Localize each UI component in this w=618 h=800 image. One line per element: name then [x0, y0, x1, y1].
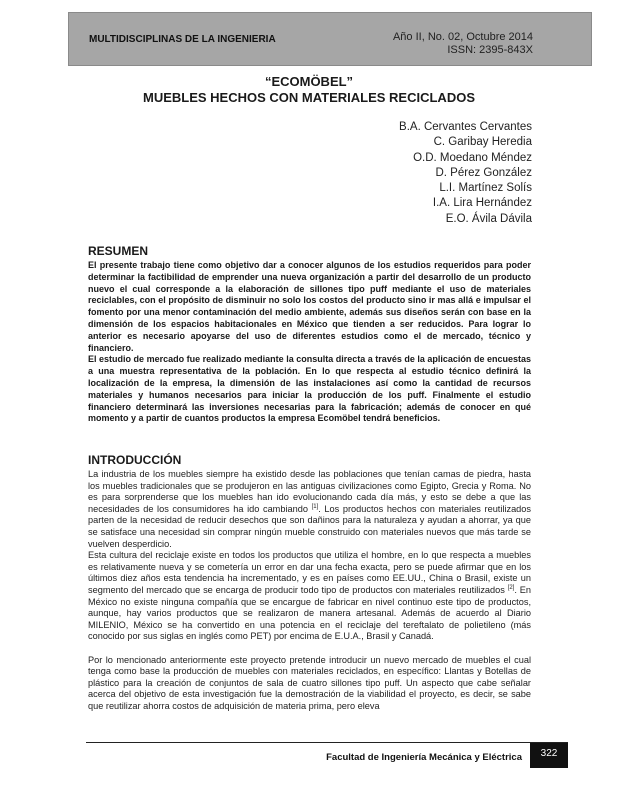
abstract-heading: RESUMEN: [88, 244, 149, 258]
title-brand: “ECOMÖBEL”: [264, 74, 354, 89]
paper-title: [0, 74, 618, 106]
paragraph-text: La industria de los muebles siempre ha existido desde las poblaciones que tenían camas de piedra, hasta los muebles tradicionales que se produjeron en las antiguas civilizaciones como Egipto, Grecia y Roma. No es para sorprenderse que los muebles han ido evolucionando cada día más, y esto se debe a que las necesidades de los consumidores ha ido cambiando: [88, 469, 531, 514]
author: E.O. Ávila Dávila: [445, 212, 532, 225]
author-list: [399, 120, 532, 227]
introduction-heading: INTRODUCCIÓN: [88, 453, 182, 467]
abstract-paragraph: El estudio de mercado fue realizado mediante la consulta directa a través de la aplicación de encuestas a una muestra representativa de la población. En lo que respecta al estudio técnico definirá la localización de la empresa, la dimensión de las instalaciones así como la cantidad de recursos materiales y humanos necesarios para iniciar la producción de los puff. Finalmente el estudio financiero determinará las inversiones necesarias para la fabricación; además de conocer en qué momento y a partir de cuantos productos la empresa Ecomöbel tendrá beneficios.: [88, 354, 531, 424]
author: O.D. Moedano Méndez: [413, 151, 532, 164]
issue-info: [393, 31, 533, 57]
issue-date: Año II, No. 02, Octubre 2014: [392, 31, 533, 43]
author: D. Pérez González: [435, 166, 532, 179]
author: C. Garibay Heredia: [433, 136, 532, 149]
journal-header: [68, 12, 592, 66]
paragraph-text: . Los productos hechos con materiales reutilizados parten de la necesidad de reducir desechos que son dañinos para la naturaleza y ayudan a ahorrar, ya que se satisface una necesidad sin comprar ningún mueble construido con materiales nuevos que más tarde se vuelven desperdicio.: [88, 503, 531, 549]
title-subtitle: MUEBLES HECHOS CON MATERIALES RECICLADOS: [143, 90, 475, 105]
author: I.A. Lira Hernández: [432, 197, 532, 210]
abstract-paragraph: El presente trabajo tiene como objetivo dar a conocer algunos de los estudios requeridos para poder determinar la factibilidad de emprender una nueva organización a partir del desarrollo de un producto nuevo el cual corresponde a la elaboración de sillones tipo puff mediante el uso de materiales reciclables, con el propósito de disminuir no solo los costos del producto sino ir mas allá e impulsar el fomento por una menor contaminación del medio ambiente, además sus diseños serán con base en la dimensión de los espacios habitacionales en México que tienden a ser reducidos. Para lograr lo anterior es necesario apoyarse del uso de diferentes estudios como el de mercado, técnico y financiero.: [88, 260, 531, 353]
paragraph-text: . En México no existe ninguna compañía que se encargue de fabricar en nivel continuo este tipo de productos, aunque, hay varios productos que se realizaron de manera artesanal. Además de acuerdo al Diario MILENIO, México se ha convertido en una potencia en el reciclaje del tereftalato de polietileno (más conocido por sus siglas en inglés como PET) por encima de E.U.A., Brasil y Canadá.: [88, 584, 532, 642]
issn: ISSN: 2395-843X: [447, 44, 533, 56]
body-paragraph: Por lo mencionado anteriormente este proyecto pretende introducir un nuevo mercado de muebles el cual tenga como base la producción de muebles con materiales reciclados, en específico: Llantas y Botellas de plástico para la creación de conjuntos de sala de cuatro sillones tipo puff. Un aspecto que cabe señalar acerca del objetivo de esta investigación fue la demostración de la viabilidad el proyecto, es decir, se sabe que reutilizar ahorra costos de adquisición de materia prima, pero eleva: [88, 654, 531, 711]
author: L.I. Martínez Solís: [439, 182, 532, 195]
journal-name: MULTIDISCIPLINAS DE LA INGENIERIA: [89, 34, 276, 45]
body-paragraph: [88, 550, 531, 643]
abstract-section: [88, 244, 531, 425]
footer-faculty: Facultad de Ingeniería Mecánica y Eléctrica: [326, 752, 522, 763]
introduction-section: [88, 453, 531, 712]
paragraph-text: Esta cultura del reciclaje existe en todos los productos que utiliza el hombre, en lo que respecta a muebles es relativamente nueva y se cometería un error en dar una fecha exacta, pero se puede afirmar que en los últimos diez años esta tendencia ha incrementado, y es en países como EE.UU., China o Brasil, existe un segmento del mercado que se encarga de producir todo tipo de productos con materiales reutilizados: [88, 550, 531, 595]
page-number: 322: [530, 743, 568, 768]
footer-rule: [86, 742, 568, 743]
author: B.A. Cervantes Cervantes: [399, 121, 532, 133]
citation-ref: [1]: [311, 503, 319, 510]
body-paragraph: [88, 469, 531, 550]
citation-ref: [2]: [507, 584, 515, 591]
